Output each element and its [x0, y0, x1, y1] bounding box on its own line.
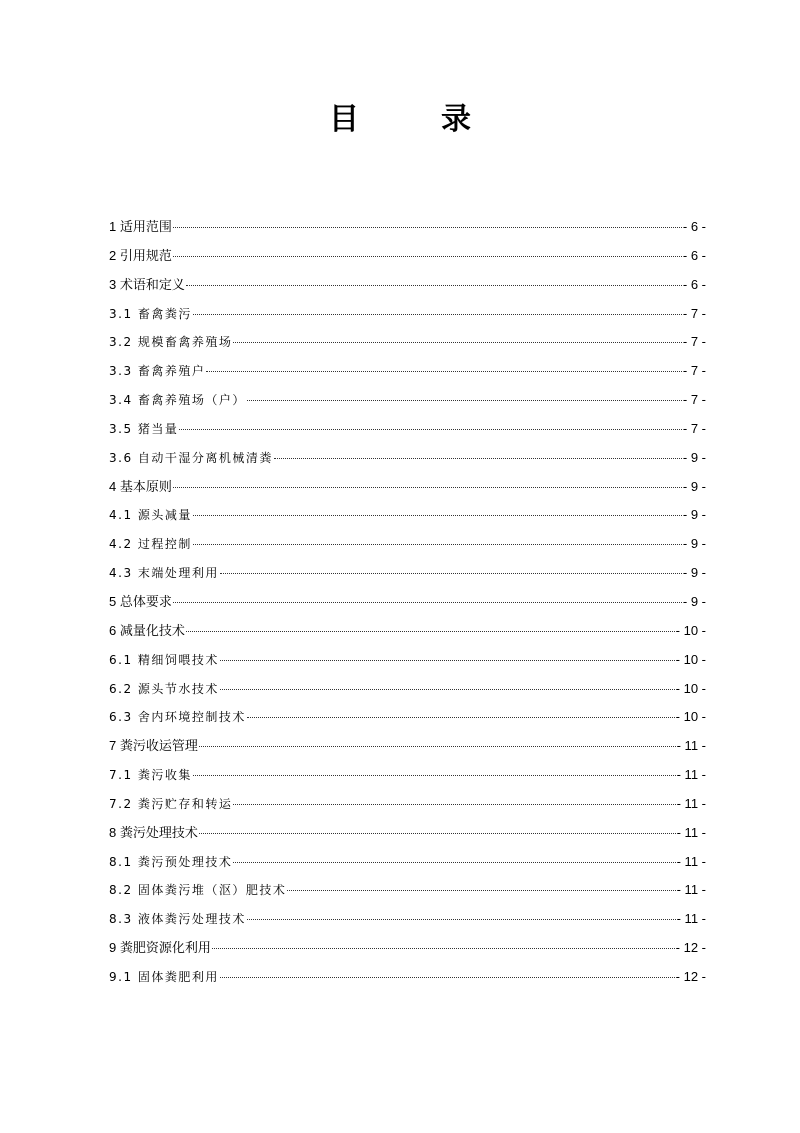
toc-entry[interactable]	[109, 675, 706, 704]
toc-entry-page-number: - 11 -	[676, 824, 706, 840]
toc-entry-label: 4.3 末端处理利用	[109, 566, 219, 581]
table-of-contents	[109, 213, 706, 992]
toc-dot-leader	[220, 689, 675, 690]
toc-entry-page-number: - 11 -	[676, 795, 706, 811]
toc-dot-leader	[193, 314, 682, 315]
toc-entry-label: 3 术语和定义	[109, 276, 185, 292]
toc-dot-leader	[220, 573, 682, 574]
toc-entry-label: 3.5 猪当量	[109, 421, 179, 436]
toc-entry-page-number: - 6 -	[682, 247, 706, 263]
toc-entry[interactable]	[109, 646, 706, 675]
toc-entry[interactable]	[109, 588, 706, 617]
toc-dot-leader	[173, 487, 682, 488]
toc-entry-label: 3.2 规模畜禽养殖场	[109, 335, 233, 350]
toc-entry-label: 8.3 液体粪污处理技术	[109, 912, 246, 927]
toc-entry[interactable]	[109, 761, 706, 790]
toc-entry-label: 1 适用范围	[109, 219, 172, 234]
toc-dot-leader	[173, 227, 682, 228]
toc-dot-leader	[193, 515, 682, 516]
toc-entry-page-number: - 10 -	[675, 651, 706, 667]
toc-entry-label: 4.2 过程控制	[109, 537, 192, 552]
toc-entry-page-number: - 10 -	[675, 680, 706, 696]
toc-dot-leader	[247, 717, 675, 718]
toc-dot-leader	[193, 544, 682, 545]
toc-dot-leader	[173, 256, 682, 257]
toc-dot-leader	[233, 804, 675, 805]
page-title: 目 录	[329, 102, 497, 137]
toc-entry[interactable]	[109, 963, 706, 992]
toc-dot-leader	[287, 890, 675, 891]
toc-entry[interactable]	[109, 848, 706, 877]
toc-entry[interactable]	[109, 819, 706, 848]
toc-entry[interactable]	[109, 386, 706, 415]
toc-entry-label: 7 粪污收运管理	[109, 738, 198, 754]
toc-entry[interactable]	[109, 271, 706, 300]
toc-entry-page-number: - 12 -	[675, 968, 706, 984]
toc-entry-label: 4.1 源头减量	[109, 508, 192, 523]
toc-entry-page-number: - 11 -	[676, 853, 706, 869]
toc-entry-page-number: - 7 -	[682, 420, 706, 436]
toc-entry[interactable]	[109, 473, 706, 502]
toc-entry-label: 2 引用规范	[109, 247, 172, 263]
toc-dot-leader	[199, 746, 676, 747]
toc-entry-label: 7.2 粪污贮存和转运	[109, 796, 233, 811]
toc-entry-page-number: - 9 -	[682, 449, 706, 465]
toc-entry[interactable]	[109, 415, 706, 444]
toc-dot-leader	[233, 862, 675, 863]
toc-entry-page-number: - 7 -	[682, 363, 706, 379]
toc-dot-leader	[186, 285, 682, 286]
toc-entry-page-number: - 9 -	[682, 565, 706, 581]
toc-entry-page-number: - 7 -	[682, 334, 706, 350]
toc-entry-page-number: - 7 -	[682, 392, 706, 408]
toc-entry[interactable]	[109, 559, 706, 588]
toc-entry-label: 3.3 畜禽养殖户	[109, 364, 206, 379]
toc-entry-label: 7.1 粪污收集	[109, 768, 192, 783]
toc-entry-label: 8.2 固体粪污堆（沤）肥技术	[109, 883, 287, 898]
toc-dot-leader	[199, 833, 676, 834]
toc-entry-label: 4 基本原则	[109, 478, 172, 494]
toc-entry-page-number: - 11 -	[676, 911, 706, 927]
toc-entry-label: 3.4 畜禽养殖场（户）	[109, 393, 246, 408]
toc-entry[interactable]	[109, 530, 706, 559]
toc-entry[interactable]	[109, 357, 706, 386]
toc-entry-label: 6.1 精细饲喂技术	[109, 652, 219, 667]
toc-entry[interactable]	[109, 934, 706, 963]
toc-entry[interactable]	[109, 213, 706, 242]
toc-entry[interactable]	[109, 328, 706, 357]
toc-entry[interactable]	[109, 790, 706, 819]
toc-entry[interactable]	[109, 501, 706, 530]
toc-dot-leader	[186, 631, 675, 632]
toc-entry-page-number: - 9 -	[682, 593, 706, 609]
toc-entry[interactable]	[109, 732, 706, 761]
toc-entry-page-number: - 9 -	[682, 478, 706, 494]
toc-entry[interactable]	[109, 300, 706, 329]
toc-entry[interactable]	[109, 617, 706, 646]
toc-entry-label: 9.1 固体粪肥利用	[109, 969, 219, 984]
toc-entry-page-number: - 7 -	[682, 305, 706, 321]
toc-dot-leader	[247, 400, 682, 401]
toc-entry-label: 5 总体要求	[109, 593, 172, 609]
toc-dot-leader	[212, 948, 675, 949]
toc-entry-label: 3.1 畜禽粪污	[109, 306, 192, 321]
toc-entry-label: 6.3 舍内环境控制技术	[109, 710, 246, 725]
toc-entry-page-number: - 11 -	[676, 767, 706, 783]
toc-entry-page-number: - 6 -	[682, 219, 706, 234]
toc-dot-leader	[193, 775, 676, 776]
toc-entry[interactable]	[109, 876, 706, 905]
toc-entry-label: 6.2 源头节水技术	[109, 681, 219, 696]
toc-dot-leader	[179, 429, 681, 430]
toc-entry-label: 8 粪污处理技术	[109, 824, 198, 840]
toc-entry-page-number: - 10 -	[675, 622, 706, 638]
toc-entry-page-number: - 9 -	[682, 507, 706, 523]
toc-dot-leader	[220, 977, 675, 978]
toc-entry-page-number: - 10 -	[675, 709, 706, 725]
toc-entry-page-number: - 11 -	[676, 738, 706, 754]
toc-entry-label: 6 减量化技术	[109, 622, 185, 638]
toc-entry-page-number: - 6 -	[682, 276, 706, 292]
toc-entry-page-number: - 11 -	[676, 882, 706, 898]
toc-dot-leader	[220, 660, 675, 661]
toc-entry-label: 8.1 粪污预处理技术	[109, 854, 233, 869]
toc-dot-leader	[274, 458, 682, 459]
toc-dot-leader	[247, 919, 676, 920]
toc-entry[interactable]	[109, 905, 706, 934]
toc-entry-label: 3.6 自动干湿分离机械清粪	[109, 450, 273, 465]
toc-entry[interactable]	[109, 242, 706, 271]
toc-entry-page-number: - 12 -	[675, 940, 706, 956]
toc-entry[interactable]	[109, 444, 706, 473]
toc-entry-page-number: - 9 -	[682, 536, 706, 552]
toc-dot-leader	[233, 342, 681, 343]
toc-dot-leader	[173, 602, 682, 603]
toc-entry-label: 9 粪肥资源化利用	[109, 940, 211, 956]
toc-dot-leader	[206, 371, 681, 372]
toc-entry[interactable]	[109, 703, 706, 732]
